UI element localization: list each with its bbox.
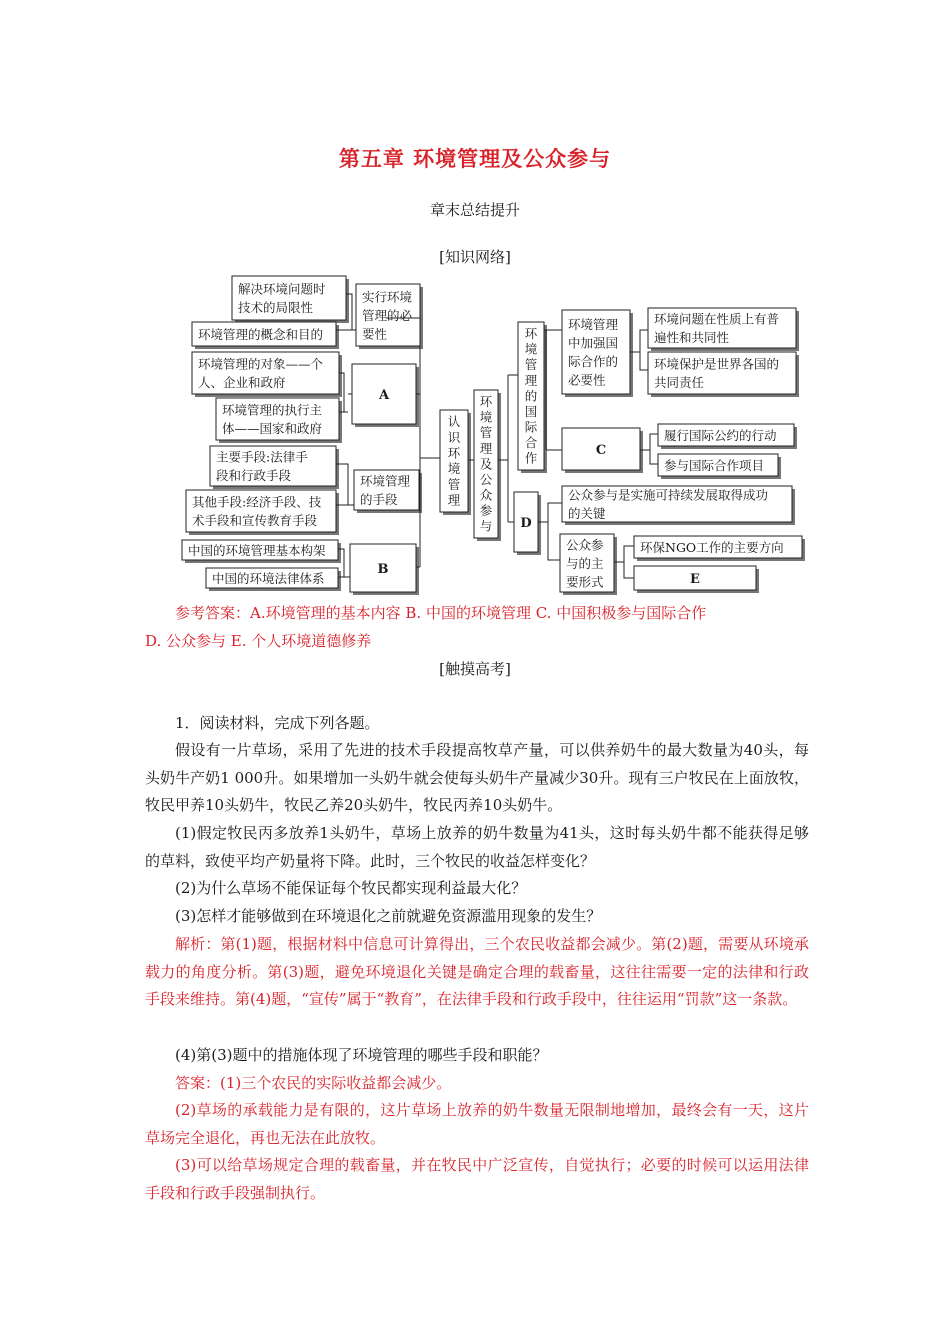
label-zhuyao-line: 主要手段:法律手 bbox=[216, 449, 308, 465]
label-root-char: 及 bbox=[479, 456, 493, 472]
label-jiaqiang-line: 际合作的 bbox=[568, 354, 619, 369]
label-root-char: 与 bbox=[479, 518, 493, 534]
answers-label: 参考答案： bbox=[175, 604, 251, 622]
label-guoji-char: 理 bbox=[524, 372, 538, 388]
answer-2: (2)草场的承载能力是有限的，这片草场上放养的奶牛数量无限制地增加，最终会有一天，这片草场完全退化，再也无法在此放牧。 bbox=[145, 1101, 809, 1147]
label-xingshi-line: 公众参 bbox=[566, 537, 604, 553]
label-xiangmu-line: 参与国际合作项目 bbox=[664, 457, 765, 473]
label-C: C bbox=[595, 443, 607, 458]
label-shixing-line: 管理的必 bbox=[362, 307, 413, 323]
label-root-char: 理 bbox=[479, 440, 493, 456]
label-renshi-char: 识 bbox=[447, 429, 461, 445]
label-jiaqiang-line: 中加强国 bbox=[568, 335, 619, 351]
label-jiaqiang-line: 环境管理 bbox=[568, 317, 619, 332]
label-guoji-char: 管 bbox=[524, 357, 538, 373]
label-xingzhi-line: 环境问题在性质上有普 bbox=[654, 311, 780, 327]
label-root-char: 参 bbox=[479, 503, 493, 519]
label-root-char: 境 bbox=[479, 409, 493, 425]
answers-line1: A.环境管理的基本内容 B. 中国的环境管理 C. 中国积极参与国际合作 bbox=[250, 604, 707, 622]
sub-question-4: (4)第(3)题中的措施体现了环境管理的哪些手段和职能？ bbox=[175, 1046, 548, 1064]
sub-question-1: (1)假定牧民丙多放养1头奶牛，草场上放养的奶牛数量为41头，这时每头奶牛都不能获得足够的草料，致使平均产奶量将下降。此时，三个牧民的收益怎样变化？ bbox=[145, 824, 809, 870]
label-shouduan-line: 环境管理 bbox=[360, 473, 411, 489]
label-xingshi-line: 与的主 bbox=[566, 555, 604, 571]
page-subtitle: 章末总结提升 bbox=[429, 201, 520, 219]
label-xingzhi-line: 遍性和共同性 bbox=[654, 330, 730, 345]
label-zhuti-line: 环境管理的执行主 bbox=[222, 402, 323, 418]
label-jiaqiang-line: 必要性 bbox=[568, 372, 606, 388]
label-renshi-char: 管 bbox=[447, 476, 461, 492]
label-E: E bbox=[690, 572, 700, 587]
label-qita-line: 术手段和宣传教育手段 bbox=[192, 513, 318, 528]
label-tixi-line: 中国的环境法律体系 bbox=[212, 570, 325, 586]
label-zeren-line: 环境保护是世界各国的 bbox=[654, 356, 780, 372]
label-zeren-line: 共同责任 bbox=[654, 375, 705, 390]
answer-1: 答案：(1)三个农民的实际收益都会减少。 bbox=[175, 1074, 452, 1092]
label-renshi-char: 理 bbox=[447, 492, 461, 508]
section-network-heading: [知识网络] bbox=[439, 248, 511, 266]
reference-answers bbox=[145, 600, 825, 628]
label-qita-line: 其他手段:经济手段、技 bbox=[192, 494, 322, 510]
label-lvxing-line: 履行国际公约的行动 bbox=[664, 427, 777, 443]
label-zhuyao-line: 段和行政手段 bbox=[216, 468, 292, 483]
label-root-char: 管 bbox=[479, 425, 493, 441]
label-zhuti-line: 体——国家和政府 bbox=[222, 421, 323, 436]
label-jiejue-line: 技术的局限性 bbox=[238, 300, 314, 315]
label-renshi-char: 境 bbox=[447, 461, 461, 477]
label-guanjian-line: 的关键 bbox=[568, 506, 606, 521]
label-guoji-char: 的 bbox=[524, 388, 538, 404]
label-guoji-char: 合 bbox=[524, 435, 538, 451]
label-root-char: 众 bbox=[479, 487, 493, 503]
label-duixiang-line: 环境管理的对象——个 bbox=[198, 356, 324, 372]
label-shixing-line: 实行环境 bbox=[362, 289, 413, 305]
label-guanjian-line: 公众参与是实施可持续发展取得成功 bbox=[568, 487, 769, 503]
label-shixing-line: 要性 bbox=[362, 326, 388, 342]
label-jiejue-line: 解决环境问题时 bbox=[238, 281, 326, 297]
label-renshi-char: 认 bbox=[447, 414, 461, 430]
label-ngo-line: 环保NGO工作的主要方向 bbox=[640, 539, 784, 555]
label-xingshi-line: 要形式 bbox=[566, 574, 604, 590]
label-gainian-line: 环境管理的概念和目的 bbox=[198, 326, 324, 342]
label-shouduan-line: 的手段 bbox=[360, 492, 398, 507]
label-guoji-char: 环 bbox=[524, 326, 538, 342]
label-root-char: 环 bbox=[479, 394, 493, 410]
answers-line2: D. 公众参与 E. 个人环境道德修养 bbox=[145, 632, 372, 650]
page-title: 第五章 环境管理及公众参与 bbox=[338, 147, 612, 171]
label-duixiang-line: 人、企业和政府 bbox=[198, 375, 286, 390]
analysis-text: 解析：第(1)题，根据材料中信息可计算得出，三个农民收益都会减少。第(2)题，需要从环境承载力的角度分析。第(3)题，避免环境退化关键是确定合理的载畜量，这往往需要一定的法律和行政手段来维持。第(4)题，“宣传”属于“教育”，在法律手段和行政手段中，往往运用“罚款”这一条款。 bbox=[145, 935, 809, 1008]
label-renshi-char: 环 bbox=[447, 445, 461, 461]
answer-3: (3)可以给草场规定合理的载畜量，并在牧民中广泛宣传，自觉执行；必要的时候可以运用法律手段和行政手段强制执行。 bbox=[145, 1156, 809, 1202]
sub-question-3: (3)怎样才能够做到在环境退化之前就避免资源滥用现象的发生？ bbox=[175, 907, 602, 925]
label-root-char: 公 bbox=[479, 471, 493, 487]
material-text: 假设有一片草场，采用了先进的技术手段提高牧草产量，可以供养奶牛的最大数量为40头，每头奶牛产奶1 000升。如果增加一头奶牛就会使每头奶牛产量减少30升。现有三户牧民在上面放牧，牧民甲养10头奶牛，牧民乙养20头奶牛，牧民丙养10头奶牛。 bbox=[145, 741, 809, 814]
question-1: 1．阅读材料，完成下列各题。 bbox=[175, 714, 380, 732]
label-A: A bbox=[378, 388, 390, 403]
label-guoji-char: 作 bbox=[524, 450, 538, 466]
section-exam-heading: [触摸高考] bbox=[439, 660, 511, 678]
sub-question-2: (2)为什么草场不能保证每个牧民都实现利益最大化？ bbox=[175, 879, 527, 897]
label-B: B bbox=[377, 562, 389, 577]
label-goujia-line: 中国的环境管理基本构架 bbox=[188, 542, 326, 558]
label-guoji-char: 际 bbox=[524, 419, 538, 435]
label-guoji-char: 境 bbox=[524, 341, 538, 357]
label-guoji-char: 国 bbox=[524, 403, 538, 419]
label-D: D bbox=[520, 516, 532, 531]
